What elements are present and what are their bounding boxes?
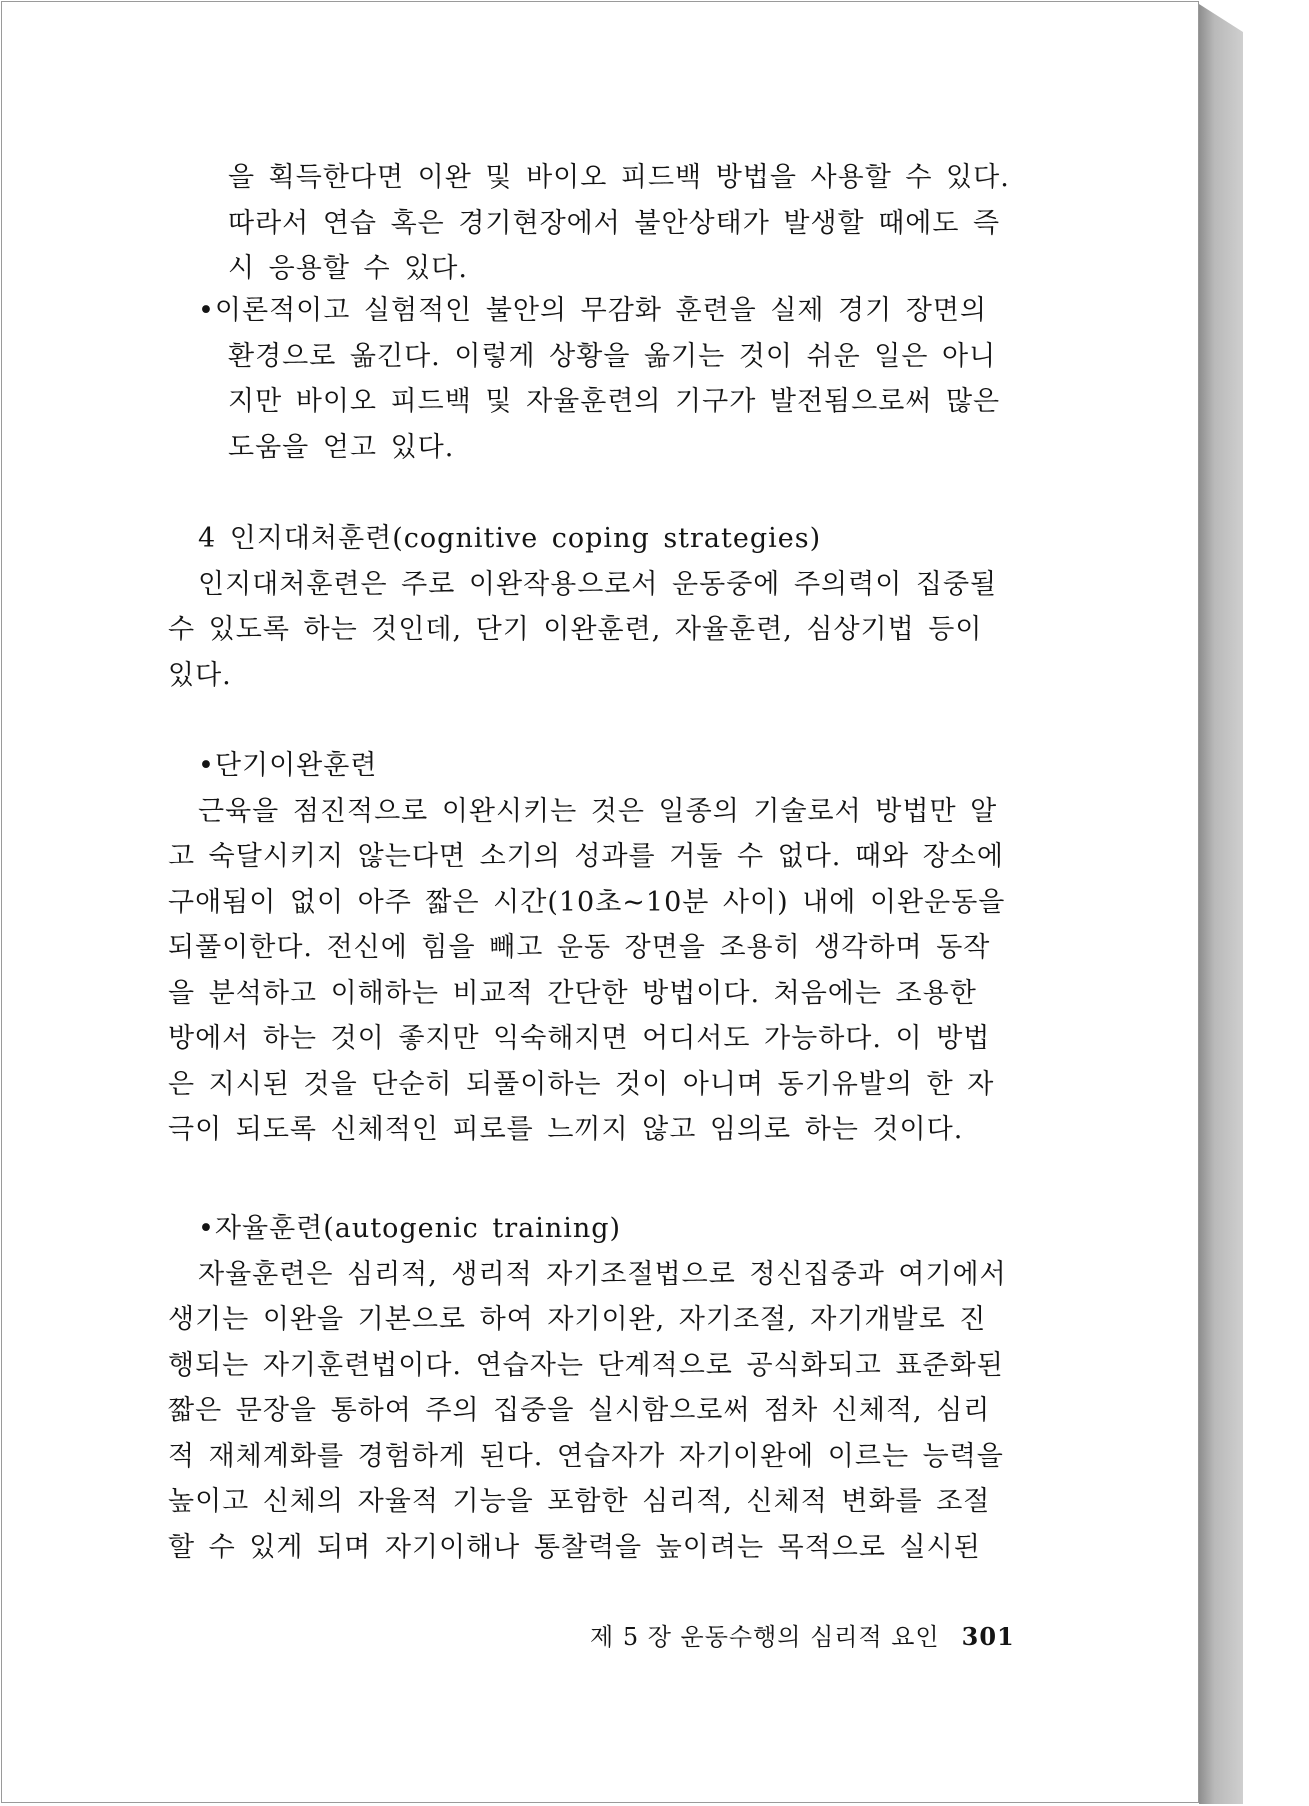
text-line: 짧은 문장을 통하여 주의 집중을 실시함으로써 점차 신체적, 심리: [168, 1395, 991, 1426]
section4: [168, 516, 1046, 698]
text-line: 근육을 점진적으로 이완시키는 것은 일종의 기술로서 방법만 알: [198, 795, 998, 827]
subsection-heading: •자율훈련(autogenic training): [198, 1213, 622, 1244]
text-line: •이론적이고 실험적인 불안의 무감화 훈련을 실제 경기 장면의: [198, 295, 988, 326]
text-line: 인지대처훈련은 주로 이완작용으로서 운동중에 주의력이 집중될: [198, 568, 998, 600]
page-footer: [590, 1617, 1015, 1652]
short-relax-section: [168, 743, 1046, 1153]
page-stack-edge: [1199, 4, 1243, 1804]
text-line: 을 획득한다면 이완 및 바이오 피드백 방법을 사용할 수 있다.: [228, 162, 1010, 193]
text-line: 따라서 연습 혹은 경기현장에서 불안상태가 발생할 때에도 즉: [228, 207, 1001, 239]
text-line: 높이고 신체의 자율적 기능을 포함한 심리적, 신체적 변화를 조절: [168, 1486, 991, 1517]
text-line: 극이 되도록 신체적인 피로를 느끼지 않고 임의로 하는 것이다.: [168, 1114, 964, 1145]
text-line: 자율훈련은 심리적, 생리적 자기조절법으로 정신집중과 여기에서: [198, 1258, 1007, 1290]
autogenic-section: [168, 1206, 1046, 1570]
text-line: 방에서 하는 것이 좋지만 익숙해지면 어디서도 가능하다. 이 방법: [168, 1023, 991, 1054]
subsection-heading: •단기이완훈련: [198, 750, 378, 781]
text-line: 고 숙달시키지 않는다면 소기의 성과를 거둘 수 없다. 때와 장소에: [168, 841, 1004, 872]
text-line: 시 응용할 수 있다.: [228, 253, 468, 284]
chapter-title: 제 5 장 운동수행의 심리적 요인: [590, 1623, 940, 1651]
page-number: 301: [961, 1622, 1015, 1651]
text-line: 구애됨이 없이 아주 짧은 시간(10초~10분 사이) 내에 이완운동을: [168, 886, 1006, 918]
text-line: 되풀이한다. 전신에 힘을 빼고 운동 장면을 조용히 생각하며 동작: [168, 932, 991, 963]
bullet-block2: [168, 288, 1046, 470]
section-heading: 4 인지대처훈련(cognitive coping strategies): [198, 523, 822, 554]
text-line: 할 수 있게 되며 자기이해나 통찰력을 높이려는 목적으로 실시된: [168, 1531, 981, 1563]
text-line: 생기는 이완을 기본으로 하여 자기이완, 자기조절, 자기개발로 진: [168, 1304, 987, 1335]
text-line: 은 지시된 것을 단순히 되풀이하는 것이 아니며 동기유발의 한 자: [168, 1068, 995, 1100]
text-line: 수 있도록 하는 것인데, 단기 이완훈련, 자율훈련, 심상기법 등이: [168, 614, 983, 645]
paragraph-block1: [168, 155, 1046, 292]
text-line: 있다.: [168, 659, 232, 691]
text-line: 을 분석하고 이해하는 비교적 간단한 방법이다. 처음에는 조용한: [168, 977, 977, 1009]
text-line: 도움을 얻고 있다.: [228, 431, 455, 463]
text-line: 행되는 자기훈련법이다. 연습자는 단계적으로 공식화되고 표준화된: [168, 1349, 1004, 1381]
text-line: 환경으로 옮긴다. 이렇게 상황을 옮기는 것이 쉬운 일은 아니: [228, 340, 997, 372]
text-line: 적 재체계화를 경험하게 된다. 연습자가 자기이완에 이르는 능력을: [168, 1440, 1004, 1472]
text-line: 지만 바이오 피드백 및 자율훈련의 기구가 발전됨으로써 많은: [228, 386, 1001, 417]
